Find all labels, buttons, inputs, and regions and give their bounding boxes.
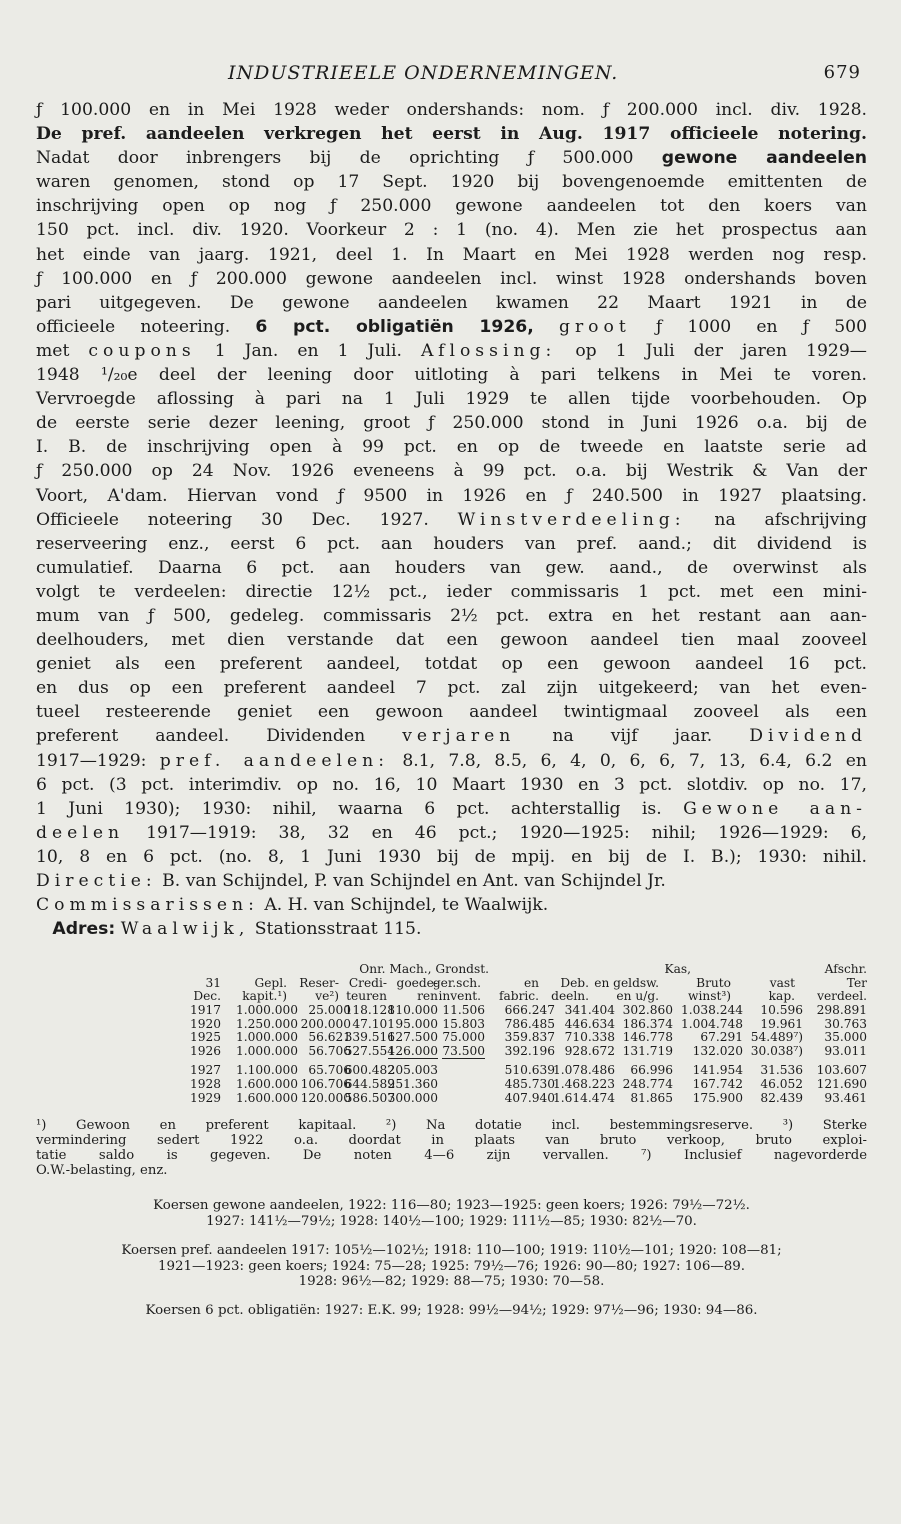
table-cell: 141.954 [692,1063,743,1078]
table-cell: 120.000 [300,1090,351,1105]
table-cell: 298.891 [816,1003,867,1018]
table-header-cell: Reser- [299,975,339,990]
table-header-cell: en geldsw. [594,975,659,990]
emphasis-gewone-aandeelen: gewone aandeelen [661,148,868,169]
table-header-cell: kapit.¹) [242,989,287,1004]
table-cell: 644.589 [344,1077,395,1092]
table-row [36,1004,867,1018]
table-header-cell: Bruto [696,975,731,990]
table-cell: 73.500 [442,1043,485,1058]
table-cell: 600.482 [344,1063,395,1078]
koersen-line: Koersen pref. aandeelen 1917: 105½—102½; 1918: 110—100; 1919: 110½—101; 1920: 108—81; [121,1243,782,1259]
table-cell: 302.860 [622,1003,673,1018]
text-line: volgt te verdeelen: directie 12½ pct., ieder commissaris 1 pct. met een mini- [36,581,867,602]
table-header-cell: Ter [846,975,867,990]
table-cell: 1.000.000 [235,1003,298,1018]
table-cell: 1.078.486 [552,1063,615,1078]
table-row [36,1064,867,1078]
price-history [36,1198,867,1318]
table-footnotes [36,1119,867,1178]
address-label: Adres: [52,919,116,940]
footnote-line: ¹) Gewoon en preferent kapitaal. ²) Na dotatie incl. bestemmingsreserve. ³) Sterke [36,1118,867,1134]
table-cell: 25.000 [308,1003,351,1018]
table-cell: 485.730 [504,1077,555,1092]
koersen-line: Koersen 6 pct. obligatiën: 1927: E.K. 99; 1928: 99½—94½; 1929: 97½—96; 1930: 94—86. [145,1303,758,1319]
table-header-cell: winst³) [688,989,731,1004]
emphasis-obligatien: 6 pct. obligatiën 1926, [255,316,534,337]
text-line: Commissarissen: A. H. van Schijndel, te Waalwijk. [36,895,549,916]
table-cell: 95.000 [395,1016,438,1031]
table-cell: 11.506 [442,1003,485,1018]
table-cell: 103.607 [816,1063,867,1078]
table-cell: 75.000 [442,1030,485,1045]
table-cell: 118.128 [344,1003,395,1018]
table-header-cell: en u/g. [616,989,659,1004]
table-header-cell: Onr. Mach., Grondst. [359,962,489,977]
table-header-cell: Afschr. [824,962,867,977]
koersen-line: 1921—1923: geen koers; 1924: 75—28; 1925: 79½—76; 1926: 90—80; 1927: 106—89. [157,1258,746,1274]
table-cell: 132.020 [692,1043,743,1058]
table-header-cell: fabric. [498,989,539,1004]
table-cell: 131.719 [622,1043,673,1058]
table-cell: 106.706 [300,1077,351,1092]
table-cell: 392.196 [504,1043,555,1058]
text-line: officieele noteering. 6 pct. obligatiën 1926, groot ƒ 1000 en ƒ 500 [36,316,868,337]
table-cell: 1928 [189,1077,221,1092]
table-cell: 56.621 [308,1030,351,1045]
table-cell: 30.038⁷) [750,1043,803,1058]
table-cell: 19.961 [760,1016,803,1031]
table-header-cell: ve²) [315,989,339,1004]
table-cell: 186.374 [622,1016,673,1031]
address-line: Adres: Waalwijk, Stationsstraat 115. [52,919,422,940]
text-line: Officieele noteering 30 Dec. 1927. Winstverdeeling: na afschrijving [36,509,868,530]
text-line: inschrijving open op nog ƒ 250.000 gewone aandeelen tot den koers van [36,196,867,217]
table-header-cell: Kas, [664,962,691,977]
text-line: 1917—1929: pref. aandeelen: 8.1, 7.8, 8.5, 6, 4, 0, 6, 6, 7, 13, 6.4, 6.2 en [36,750,867,771]
table-cell: 1927 [189,1063,221,1078]
running-title: INDUSTRIEELE ONDERNEMINGEN. [228,62,619,84]
table-cell: 67.291 [700,1030,743,1045]
table-header-cell: kap. [768,989,795,1004]
text-line: ƒ 250.000 op 24 Nov. 1926 eveneens à 99 pct. o.a. bij Westrik & Van der [36,461,867,482]
table-cell: 110.000 [387,1003,438,1018]
koersen-line: Koersen gewone aandeelen, 1922: 116—80; 1923—1925: geen koers; 1926: 79½—72½. [153,1198,750,1214]
table-cell: 54.489⁷) [750,1030,803,1045]
footnote-line: vermindering sedert 1922 o.a. doordat in plaats van bruto verkoop, bruto exploi- [36,1133,867,1149]
text-line: I. B. de inschrijving open à 99 pct. en op de tweede en laatste serie ad [36,437,867,458]
text-line: Nadat door inbrengers bij de oprichting ƒ 500.000 gewone aandeelen [36,148,868,169]
text-line: 1948 ¹/₂₀e deel der leening door uitloting à pari telkens in Mei te voren. [36,365,867,386]
table-header-cell: Deb. [560,975,589,990]
text-line: Vervroegde aflossing à pari na 1 Juli 1929 te allen tijde voorbehouden. Op [36,389,867,410]
table-cell: 15.803 [442,1016,485,1031]
company-description [36,98,867,941]
table-header-row [36,990,867,1004]
table-cell: 127.500 [387,1030,438,1045]
koersen-obligatien [36,1303,867,1318]
table-cell: 81.865 [630,1090,673,1105]
table-cell: 341.404 [564,1003,615,1018]
table-cell: 65.706 [308,1063,351,1078]
table-cell: 251.360 [387,1077,438,1092]
footnote-line: O.W.-belasting, enz. [36,1162,168,1178]
table-cell: 1929 [189,1090,221,1105]
table-cell: 35.000 [824,1030,867,1045]
table-header-cell: vast [769,975,795,990]
table-header-cell: Dec. [193,989,221,1004]
table-cell: 1926 [189,1043,221,1058]
table-cell: 1925 [189,1030,221,1045]
table-cell: 446.634 [564,1016,615,1031]
koersen-pref [36,1243,867,1289]
table-cell: 710.338 [564,1030,615,1045]
table-cell: 82.439 [760,1090,803,1105]
text-line: De pref. aandeelen verkregen het eerst in Aug. 1917 officieele notering. [36,124,867,145]
table-header-cell: verdeel. [817,989,867,1004]
table-cell: 1.004.748 [680,1016,743,1031]
table-cell: 1920 [189,1016,221,1031]
table-cell: 175.900 [692,1090,743,1105]
table-header-cell: Credi- [348,975,387,990]
text-line: het einde van jaarg. 1921, deel 1. In Maart en Mei 1928 werden nog resp. [36,244,867,265]
financial-table [36,963,867,1105]
table-cell: 47.101 [352,1016,395,1031]
text-line: cumulatief. Daarna 6 pct. aan houders van gew. aand., de overwinst als [36,557,867,578]
table-cell: 56.706 [308,1043,351,1058]
table-cell: 1.468.223 [552,1077,615,1092]
koersen-line: 1927: 141½—79½; 1928: 140½—100; 1929: 111½—85; 1930: 82½—70. [206,1213,697,1229]
table-cell: 200.000 [300,1016,351,1031]
table-cell: 1.000.000 [235,1043,298,1058]
table-cell: 786.485 [504,1016,555,1031]
footnote-line: tatie saldo is gegeven. De noten 4—6 zijn vervallen. ⁷) Inclusief nagevorderde [36,1147,867,1163]
table-cell: 1.038.244 [680,1003,743,1018]
text-line: 6 pct. (3 pct. interimdiv. op no. 16, 10 Maart 1930 en 3 pct. slotdiv. op no. 17, [36,774,867,795]
table-cell: 10.596 [760,1003,803,1018]
table-cell: 928.672 [564,1043,615,1058]
text-line: deelhouders, met dien verstande dat een gewoon aandeel tien maal zooveel [36,630,867,651]
table-cell: 146.778 [622,1030,673,1045]
text-line: reserveering enz., eerst 6 pct. aan houders van pref. aand.; dit dividend is [36,533,867,554]
table-cell: 126.000 [387,1043,438,1058]
table-cell: 407.940 [504,1090,555,1105]
text-line: 150 pct. incl. div. 1920. Voorkeur 2 : 1 (no. 4). Men zie het prospectus aan [36,220,867,241]
table-cell: 359.837 [504,1030,555,1045]
table-header-cell: teuren [346,989,387,1004]
table-header-cell: ren [417,989,438,1004]
page-number: 679 [823,62,861,83]
text-line: pari uitgegeven. De gewone aandeelen kwamen 22 Maart 1921 in de [36,292,867,313]
table-header-cell: 31 [205,975,221,990]
table-cell: 527.554 [344,1043,395,1058]
table-cell: 586.507 [344,1090,395,1105]
table-cell: 167.742 [692,1077,743,1092]
table-cell: 66.996 [630,1063,673,1078]
table-cell: 1.600.000 [235,1077,298,1092]
table-cell: 31.536 [760,1063,803,1078]
text-line: waren genomen, stond op 17 Sept. 1920 bij bovengenoemde emittenten de [36,172,867,193]
text-line: Directie: B. van Schijndel, P. van Schijndel en Ant. van Schijndel Jr. [36,871,666,891]
text-line: tueel resteerende geniet een gewoon aandeel twintigmaal zooveel als een [36,702,867,723]
table-row [36,1018,867,1032]
table-cell: 300.000 [387,1090,438,1105]
koersen-gewone [36,1198,867,1229]
table-header-cell: Gepl. [254,975,287,990]
table-cell: 93.461 [824,1090,867,1105]
table-cell: 1.614.474 [552,1090,615,1105]
table-header-cell: en [523,975,539,990]
table-header-cell: invent. [438,989,481,1004]
table-row [36,1092,867,1106]
table-row [36,1078,867,1092]
running-header [36,56,867,90]
text-line: deelen 1917—1919: 38, 32 en 46 pct.; 1920—1925: nihil; 1926—1929: 6, [36,822,867,843]
table-header-cell: ger.sch. [432,975,481,990]
table-cell: 1.250.000 [235,1016,298,1031]
text-line: de eerste serie dezer leening, groot ƒ 250.000 stond in Juni 1926 o.a. bij de [36,413,867,434]
table-header-row [36,977,867,991]
table-cell: 93.011 [824,1043,867,1058]
table-cell: 1.600.000 [235,1090,298,1105]
table-cell: 205.003 [387,1063,438,1078]
table-cell: 121.690 [816,1077,867,1092]
text-line: en dus op een preferent aandeel 7 pct. zal zijn uitgekeerd; van het even- [36,678,867,699]
table-cell: 339.516 [344,1030,395,1045]
text-line: Voort, A'dam. Hiervan vond ƒ 9500 in 1926 en ƒ 240.500 in 1927 plaatsing. [36,485,867,506]
table-cell: 46.052 [760,1077,803,1092]
text-line: mum van ƒ 500, gedeleg. commissaris 2½ pct. extra en het restant aan aan- [36,605,867,626]
text-line: met coupons 1 Jan. en 1 Juli. Aflossing: op 1 Juli der jaren 1929— [36,340,867,361]
table-row [36,1045,867,1059]
table-cell: 248.774 [622,1077,673,1092]
table-header-group [36,963,867,977]
table-cell: 30.763 [824,1016,867,1031]
text-line: ƒ 100.000 en in Mei 1928 weder ondershands: nom. ƒ 200.000 incl. div. 1928. [36,100,867,120]
table-row [36,1031,867,1045]
text-line: 10, 8 en 6 pct. (no. 8, 1 Juni 1930 bij de mpij. en bij de I. B.); 1930: nihil. [36,846,867,867]
table-cell: 666.247 [504,1003,555,1018]
text-line: ƒ 100.000 en ƒ 200.000 gewone aandeelen incl. winst 1928 ondershands boven [36,268,867,289]
text-line: 1 Juni 1930); 1930: nihil, waarna 6 pct. achterstallig is. Gewone aan- [36,798,867,819]
table-cell: 510.639 [504,1063,555,1078]
table-cell: 1917 [189,1003,221,1018]
table-header-cell: goede- [396,975,438,990]
text-line: geniet als een preferent aandeel, totdat op een gewoon aandeel 16 pct. [36,654,867,675]
koersen-line: 1928: 96½—82; 1929: 88—75; 1930: 70—58. [298,1274,605,1290]
table-cell: 1.000.000 [235,1030,298,1045]
table-header-cell: deeln. [551,989,589,1004]
table-cell: 1.100.000 [235,1063,298,1078]
text-line: preferent aandeel. Dividenden verjaren na vijf jaar. Dividend [36,726,868,747]
